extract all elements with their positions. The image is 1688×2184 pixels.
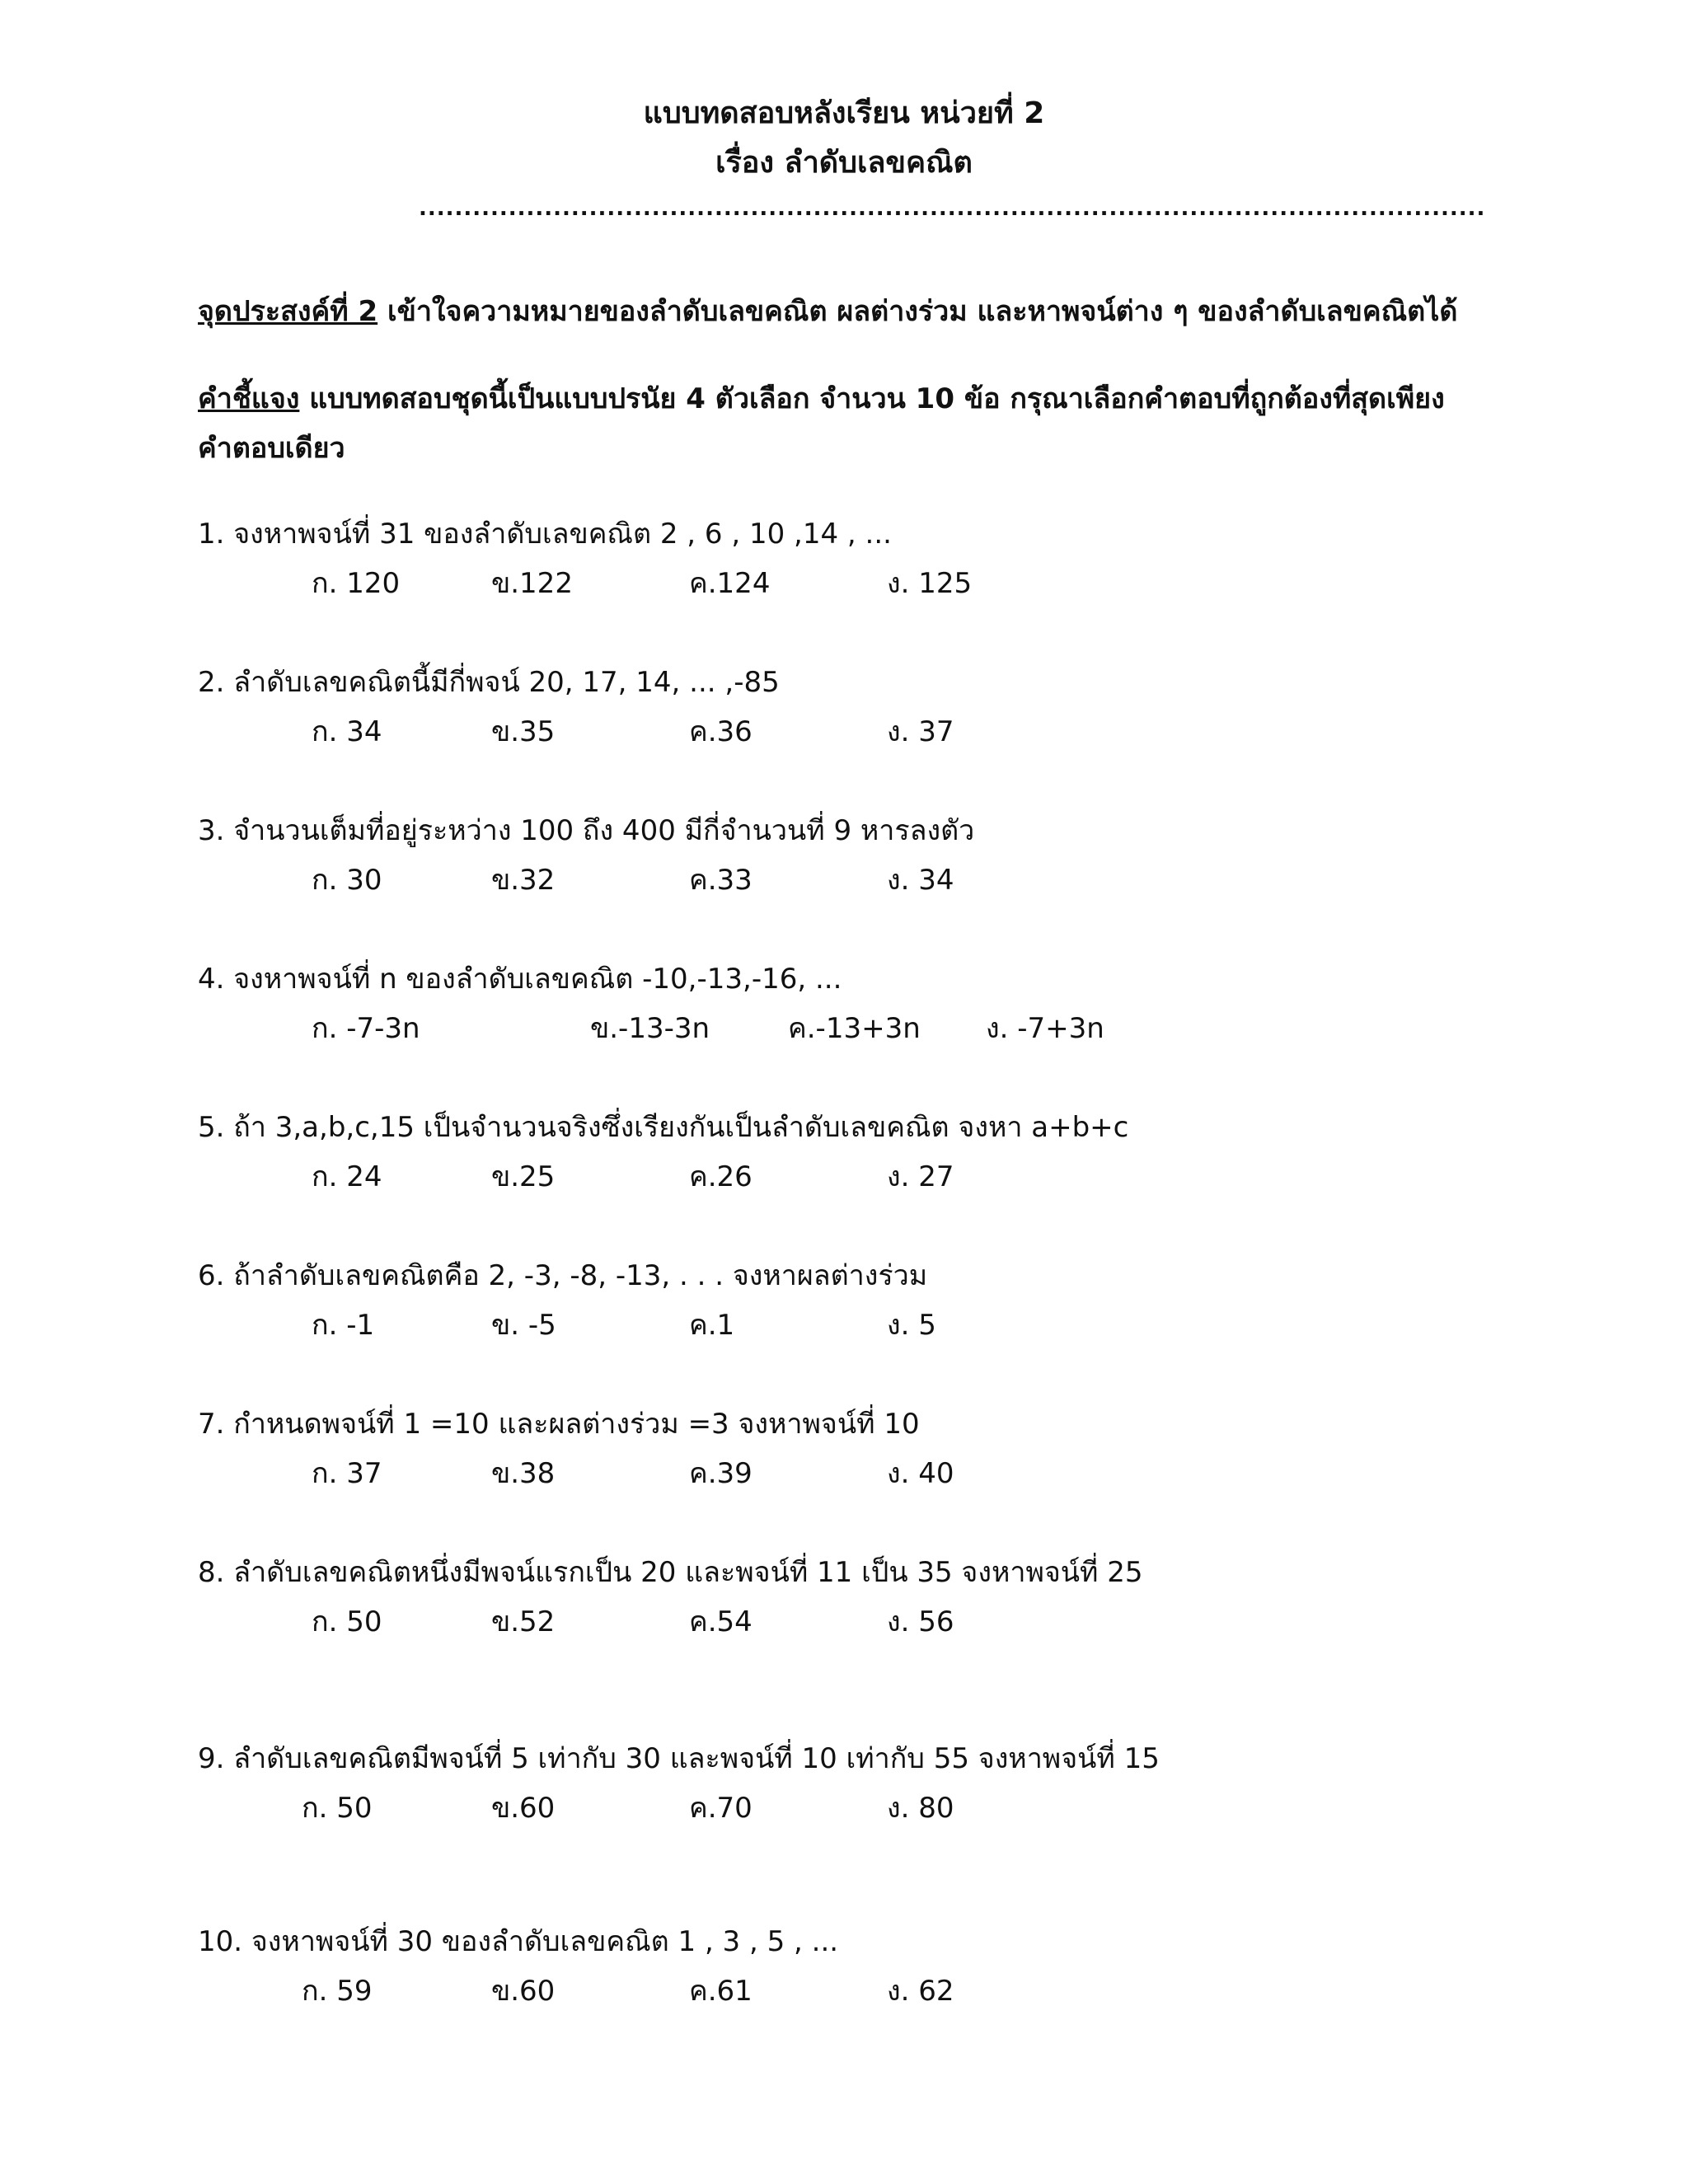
choice-c: ค.33 (689, 864, 753, 897)
question-3 (198, 813, 1517, 928)
question-2 (198, 664, 1517, 780)
objective-text: เข้าใจความหมายของลำดับเลขคณิต ผลต่างร่วม และหาพจน์ต่าง ๆ ของลำดับเลขคณิตได้ (377, 295, 1458, 328)
question-text: 2. ลำดับเลขคณิตนี้มีกี่พจน์ 20, 17, 14, ... ,-85 (198, 666, 780, 699)
question-text: 1. จงหาพจน์ที่ 31 ของลำดับเลขคณิต 2 , 6 , 10 ,14 , ... (198, 518, 892, 551)
instruction-text: แบบทดสอบชุดนี้เป็นแบบปรนัย 4 ตัวเลือก จำนวน 10 ข้อ กรุณาเลือกคำตอบที่ถูกต้องที่สุดเพียง (299, 382, 1445, 415)
question-9 (198, 1741, 1517, 1856)
choice-b: ข.35 (491, 715, 556, 748)
question-7 (198, 1406, 1517, 1521)
choice-d: ง. 40 (887, 1457, 954, 1490)
choice-c: ค.-13+3n (788, 1012, 921, 1045)
objective (198, 293, 1492, 330)
choice-b: ข.38 (491, 1457, 556, 1490)
question-10 (198, 1924, 1517, 2039)
choice-b: ข.60 (491, 1792, 556, 1825)
choice-d: ง. 125 (887, 567, 973, 600)
choice-d: ง. 34 (887, 864, 954, 897)
choice-a: ก. 30 (312, 864, 382, 897)
question-6 (198, 1258, 1517, 1373)
instruction-continued: คำตอบเดียว (198, 432, 345, 465)
choice-d: ง. 27 (887, 1160, 954, 1193)
question-text: 8. ลำดับเลขคณิตหนึ่งมีพจน์แรกเป็น 20 และพจน์ที่ 11 เป็น 35 จงหาพจน์ที่ 25 (198, 1556, 1143, 1589)
choice-b: ข. -5 (491, 1309, 556, 1342)
choice-b: ข.122 (491, 567, 573, 600)
choice-a: ก. -1 (312, 1309, 375, 1342)
choice-a: ก. 59 (302, 1975, 373, 2008)
choice-d: ง. 80 (887, 1792, 954, 1825)
question-text: 9. ลำดับเลขคณิตมีพจน์ที่ 5 เท่ากับ 30 และพจน์ที่ 10 เท่ากับ 55 จงหาพจน์ที่ 15 (198, 1742, 1160, 1775)
objective-label: จุดประสงค์ที่ 2 (198, 295, 378, 328)
choice-d: ง. -7+3n (986, 1012, 1104, 1045)
question-4 (198, 961, 1517, 1076)
choice-a: ก. 120 (312, 567, 401, 600)
question-text: 10. จงหาพจน์ที่ 30 ของลำดับเลขคณิต 1 , 3 , 5 , ... (198, 1925, 839, 1958)
choice-d: ง. 5 (887, 1309, 936, 1342)
choice-a: ก. 50 (312, 1605, 382, 1638)
choice-b: ข.32 (491, 864, 556, 897)
choice-c: ค.54 (689, 1605, 753, 1638)
page-subtitle: เรื่อง ลำดับเลขคณิต (715, 146, 973, 180)
choice-a: ก. 24 (312, 1160, 382, 1193)
choice-b: ข.52 (491, 1605, 556, 1638)
choice-c: ค.70 (689, 1792, 753, 1825)
choice-a: ก. 34 (312, 715, 382, 748)
instruction (198, 381, 1492, 417)
choice-c: ค.1 (689, 1309, 735, 1342)
instruction-label: คำชี้แจง (198, 382, 300, 415)
question-8 (198, 1554, 1517, 1670)
choice-c: ค.61 (689, 1975, 753, 2008)
question-text: 3. จำนวนเต็มที่อยู่ระหว่าง 100 ถึง 400 มีกี่จำนวนที่ 9 หารลงตัว (198, 814, 975, 847)
question-5 (198, 1109, 1517, 1225)
question-1 (198, 516, 1517, 631)
choice-a: ก. 50 (302, 1792, 373, 1825)
page-title: แบบทดสอบหลังเรียน หน่วยที่ 2 (643, 96, 1045, 130)
question-text: 6. ถ้าลำดับเลขคณิตคือ 2, -3, -8, -13, . . . จงหาผลต่างร่วม (198, 1259, 928, 1292)
choice-a: ก. -7-3n (312, 1012, 420, 1045)
question-text: 7. กำหนดพจน์ที่ 1 =10 และผลต่างร่วม =3 จงหาพจน์ที่ 10 (198, 1408, 920, 1441)
choice-b: ข.60 (491, 1975, 556, 2008)
choice-b: ข.-13-3n (590, 1012, 710, 1045)
choice-b: ข.25 (491, 1160, 556, 1193)
choice-c: ค.39 (689, 1457, 753, 1490)
choice-c: ค.124 (689, 567, 771, 600)
choice-d: ง. 37 (887, 715, 954, 748)
choice-c: ค.26 (689, 1160, 753, 1193)
dotted-divider: ....................................................................................................................... (419, 196, 1486, 221)
choice-c: ค.36 (689, 715, 753, 748)
question-text: 4. จงหาพจน์ที่ n ของลำดับเลขคณิต -10,-13,-16, ... (198, 963, 842, 996)
choice-d: ง. 56 (887, 1605, 954, 1638)
choice-d: ง. 62 (887, 1975, 954, 2008)
question-text: 5. ถ้า 3,a,b,c,15 เป็นจำนวนจริงซึ่งเรียงกันเป็นลำดับเลขคณิต จงหา a+b+c (198, 1111, 1129, 1144)
choice-a: ก. 37 (312, 1457, 382, 1490)
